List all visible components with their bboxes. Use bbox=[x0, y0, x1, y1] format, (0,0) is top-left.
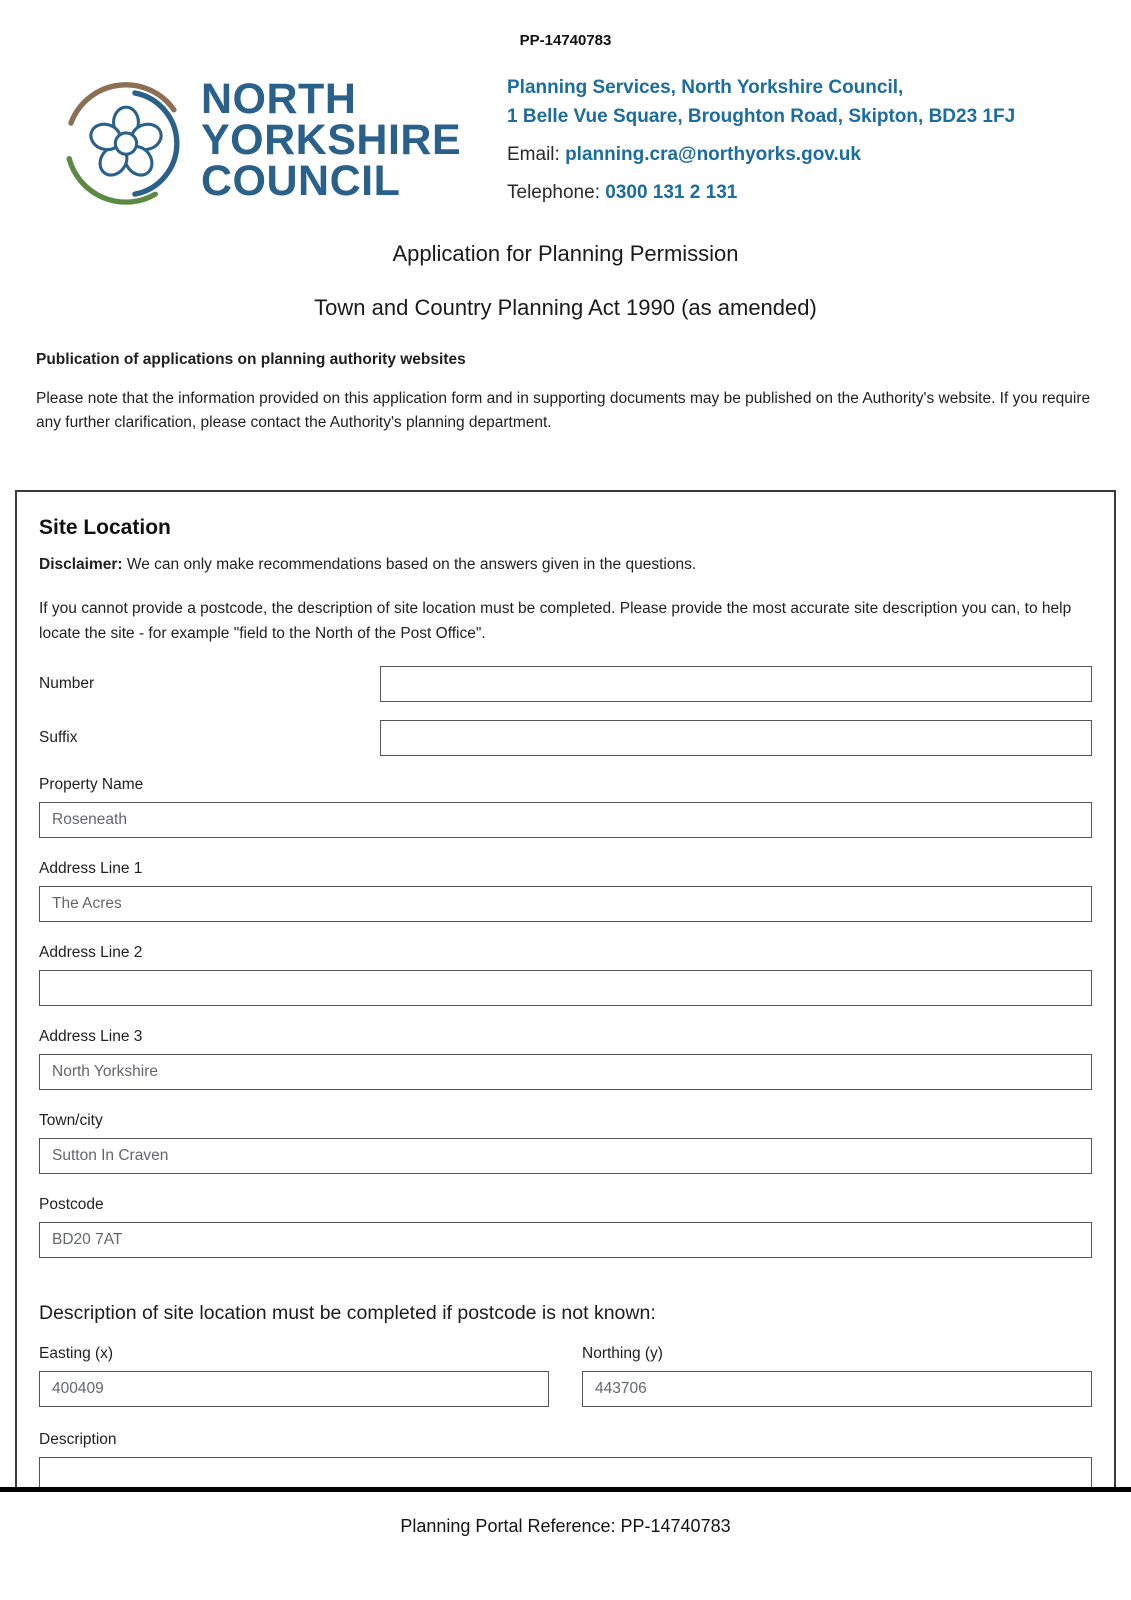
description-label: Description bbox=[39, 1431, 117, 1448]
contact-email-line bbox=[507, 140, 1015, 169]
section-title: Site Location bbox=[39, 516, 171, 539]
contact-address-line: 1 Belle Vue Square, Broughton Road, Skipton, BD23 1FJ bbox=[507, 106, 1016, 127]
field-northing bbox=[582, 1345, 1092, 1407]
page-footer bbox=[0, 1487, 1131, 1600]
address-line-2-input[interactable] bbox=[39, 970, 1092, 1006]
field-property-name bbox=[39, 776, 1092, 838]
field-row-number bbox=[39, 666, 1092, 702]
disclaimer bbox=[39, 556, 1092, 574]
contact-block bbox=[507, 69, 1015, 207]
site-location-intro: If you cannot provide a postcode, the description of site location must be completed. Please provide the most accurate site description you can, to help locate the site - for example "field to the North of the Post Office". bbox=[39, 600, 1072, 642]
field-town-city bbox=[39, 1112, 1092, 1174]
contact-org-line: Planning Services, North Yorkshire Council, bbox=[507, 77, 904, 98]
number-input[interactable] bbox=[380, 666, 1092, 702]
form-statute: Town and Country Planning Act 1990 (as amended) bbox=[314, 295, 817, 320]
easting-label: Easting (x) bbox=[39, 1345, 114, 1362]
phone-link[interactable]: 0300 131 2 131 bbox=[605, 182, 738, 203]
property-name-input[interactable] bbox=[39, 802, 1092, 838]
description-heading: Description of site location must be completed if postcode is not known: bbox=[39, 1302, 656, 1324]
northing-label: Northing (y) bbox=[582, 1345, 663, 1362]
form-reference: PP-14740783 bbox=[519, 32, 612, 49]
yorkshire-rose-icon bbox=[55, 69, 197, 211]
field-address-line-1 bbox=[39, 860, 1092, 922]
contact-phone-line bbox=[507, 178, 1015, 207]
disclaimer-text: We can only make recommendations based on the answers given in the questions. bbox=[126, 556, 697, 573]
portal-reference: Planning Portal Reference: PP-14740783 bbox=[400, 1516, 731, 1536]
coordinates-row bbox=[39, 1345, 1092, 1407]
address-line-1-input[interactable] bbox=[39, 886, 1092, 922]
logo-line-yorkshire: YORKSHIRE bbox=[201, 115, 462, 164]
easting-input[interactable] bbox=[39, 1371, 549, 1407]
postcode-label: Postcode bbox=[39, 1196, 104, 1213]
northing-input[interactable] bbox=[582, 1371, 1092, 1407]
logo-line-council: COUNCIL bbox=[201, 156, 401, 205]
logo-line-north: NORTH bbox=[201, 74, 357, 123]
address-line-3-input[interactable] bbox=[39, 1054, 1092, 1090]
council-logo-text bbox=[201, 74, 462, 205]
disclaimer-label: Disclaimer: bbox=[39, 556, 123, 573]
property-name-label: Property Name bbox=[39, 776, 144, 793]
field-easting bbox=[39, 1345, 549, 1407]
field-row-suffix bbox=[39, 720, 1092, 756]
phone-label: Telephone: bbox=[507, 182, 600, 203]
town-city-input[interactable] bbox=[39, 1138, 1092, 1174]
form-title: Application for Planning Permission bbox=[392, 241, 739, 266]
council-logo bbox=[55, 69, 475, 211]
page-header bbox=[0, 49, 1131, 211]
address-line-3-label: Address Line 3 bbox=[39, 1028, 143, 1045]
field-address-line-2 bbox=[39, 944, 1092, 1006]
site-location-section bbox=[15, 490, 1116, 1600]
email-link[interactable]: planning.cra@northyorks.gov.uk bbox=[565, 144, 861, 165]
field-address-line-3 bbox=[39, 1028, 1092, 1090]
number-label: Number bbox=[39, 675, 95, 692]
suffix-label: Suffix bbox=[39, 729, 78, 746]
email-label: Email: bbox=[507, 144, 560, 165]
publication-heading: Publication of applications on planning authority websites bbox=[36, 351, 466, 368]
field-postcode bbox=[39, 1196, 1092, 1258]
publication-body: Please note that the information provided on this application form and in supporting documents may be published on the Authority's website. If you require any further clarification, please contact the Authority's planning department. bbox=[36, 390, 1091, 431]
address-line-2-label: Address Line 2 bbox=[39, 944, 143, 961]
town-city-label: Town/city bbox=[39, 1112, 103, 1129]
address-line-1-label: Address Line 1 bbox=[39, 860, 143, 877]
postcode-input[interactable] bbox=[39, 1222, 1092, 1258]
suffix-input[interactable] bbox=[380, 720, 1092, 756]
